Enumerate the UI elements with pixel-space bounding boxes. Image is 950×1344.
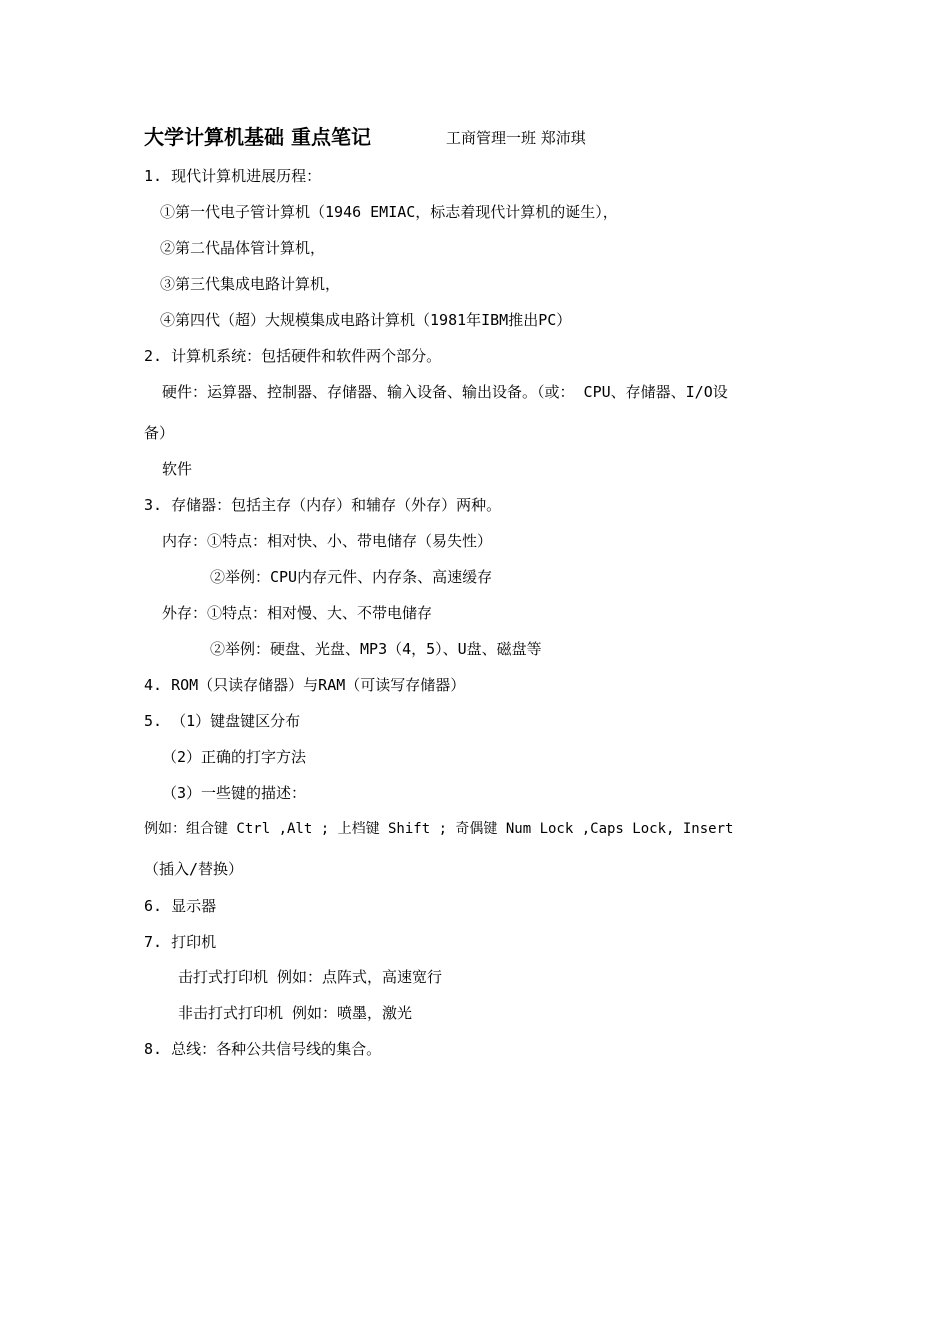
section-6-heading: 6. 显示器	[144, 897, 217, 915]
list-item: ①第一代电子管计算机（1946 EMIAC，标志着现代计算机的诞生），	[160, 203, 618, 221]
section-1-heading: 1. 现代计算机进展历程：	[144, 167, 322, 185]
paragraph-line: 例如：组合键 Ctrl ,Alt ; 上档键 Shift ; 奇偶键 Num Lock ,Caps Lock, Insert	[144, 821, 734, 837]
section-5-heading: 5. （1）键盘键区分布	[144, 712, 301, 730]
paragraph-line: 外存：①特点：相对慢、大、不带电储存	[162, 604, 433, 622]
paragraph-line: ②举例：CPU内存元件、内存条、高速缓存	[210, 568, 493, 586]
paragraph-line: 击打式打印机 例如：点阵式，高速宽行	[178, 968, 443, 986]
list-item: ③第三代集成电路计算机，	[160, 275, 341, 293]
section-8-heading: 8. 总线：各种公共信号线的集合。	[144, 1040, 382, 1058]
paragraph-line: （3）一些键的描述：	[162, 784, 307, 802]
list-item: ②第二代晶体管计算机，	[160, 239, 326, 257]
paragraph-line: 硬件：运算器、控制器、存储器、输入设备、输出设备。（或： CPU、存储器、I/O设	[162, 383, 728, 401]
paragraph-line: 备）	[144, 424, 175, 442]
list-item: ④第四代（超）大规模集成电路计算机（1981年IBM推出PC）	[160, 311, 572, 329]
paragraph-line: 非击打式打印机 例如：喷墨，激光	[178, 1004, 413, 1022]
section-2-heading: 2. 计算机系统：包括硬件和软件两个部分。	[144, 347, 442, 365]
paragraph-line: （插入/替换）	[144, 860, 244, 878]
document-author: 工商管理一班 郑沛琪	[446, 129, 586, 147]
paragraph-line: 内存：①特点：相对快、小、带电储存（易失性）	[162, 532, 493, 550]
section-7-heading: 7. 打印机	[144, 933, 217, 951]
section-3-heading: 3. 存储器：包括主存（内存）和辅存（外存）两种。	[144, 496, 502, 514]
document-title: 大学计算机基础 重点笔记	[144, 125, 371, 149]
paragraph-line: （2）正确的打字方法	[162, 748, 307, 766]
section-4-heading: 4. ROM（只读存储器）与RAM（可读写存储器）	[144, 676, 466, 694]
paragraph-line: ②举例：硬盘、光盘、MP3（4，5）、U盘、磁盘等	[210, 640, 542, 658]
paragraph-line: 软件	[162, 460, 193, 478]
